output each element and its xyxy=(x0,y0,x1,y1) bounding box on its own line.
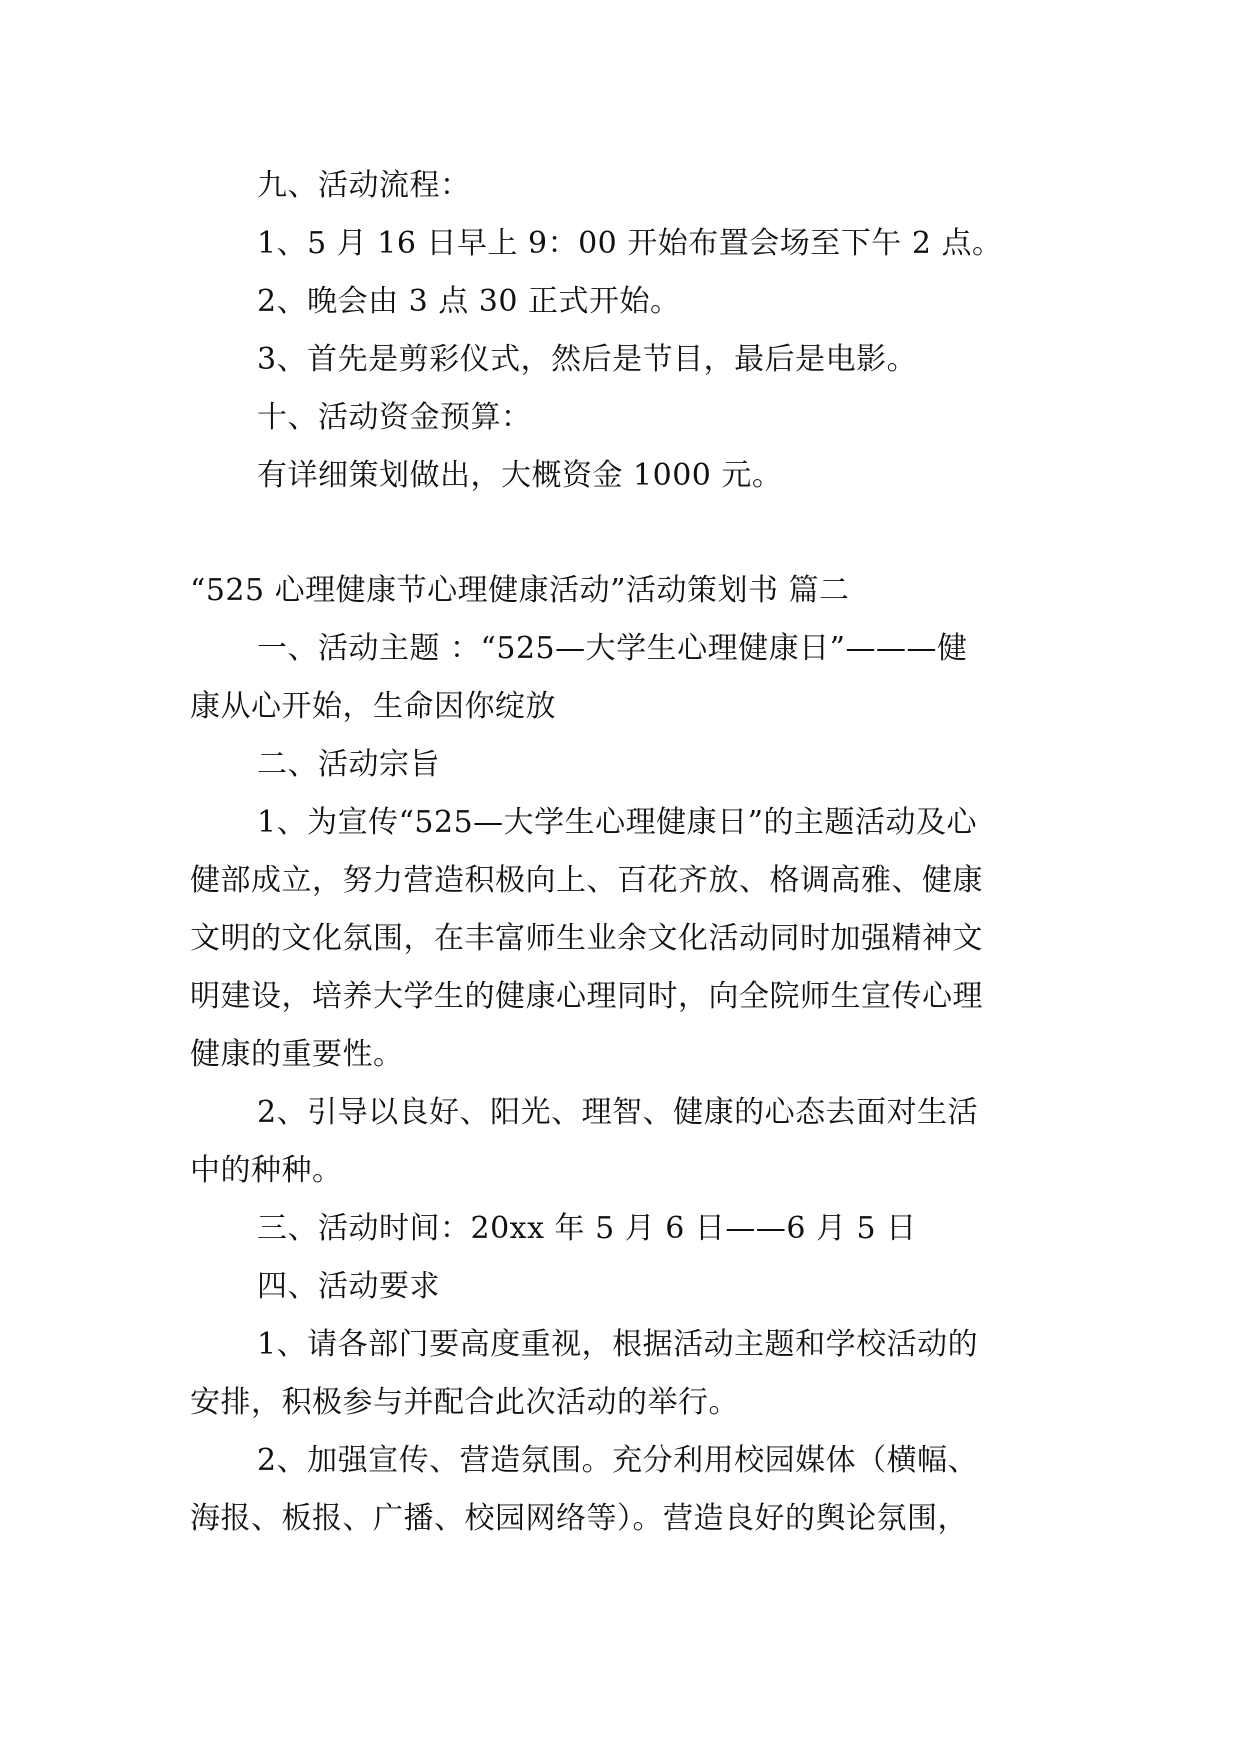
heading-purpose: 二、活动宗旨 xyxy=(257,747,440,782)
paragraph-line: 2、引导以良好、阳光、理智、健康的心态去面对生活 xyxy=(257,1095,979,1130)
paragraph-line: 2、晚会由 3 点 30 正式开始。 xyxy=(257,284,681,319)
paragraph-line: 海报、板报、广播、校园网络等）。营造良好的舆论氛围， xyxy=(190,1501,968,1536)
paragraph-line: 文明的文化氛围，在丰富师生业余文化活动同时加强精神文 xyxy=(190,921,983,956)
paragraph-line: 中的种种。 xyxy=(190,1153,343,1188)
paragraph-line: 健部成立，努力营造积极向上、百花齐放、格调高雅、健康 xyxy=(190,863,983,898)
paragraph-line: 1、为宣传“525—大学生心理健康日”的主题活动及心 xyxy=(257,805,978,840)
paragraph-line: 一、活动主题 ：“525—大学生心理健康日”———健 xyxy=(257,631,968,666)
paragraph-line: 明建设，培养大学生的健康心理同时，向全院师生宣传心理 xyxy=(190,979,983,1014)
paragraph-line: 康从心开始，生命因你绽放 xyxy=(190,689,556,724)
heading-requirements: 四、活动要求 xyxy=(257,1269,440,1304)
paragraph-line: 健康的重要性。 xyxy=(190,1037,404,1072)
paragraph-line: 有详细策划做出，大概资金 1000 元。 xyxy=(257,458,783,493)
paragraph-line: 3、首先是剪彩仪式，然后是节目，最后是电影。 xyxy=(257,342,918,377)
heading-activity-time: 三、活动时间：20xx 年 5 月 6 日——6 月 5 日 xyxy=(257,1211,917,1246)
paragraph-line: 安排，积极参与并配合此次活动的举行。 xyxy=(190,1385,739,1420)
paragraph-line: 1、请各部门要高度重视，根据活动主题和学校活动的 xyxy=(257,1327,979,1362)
heading-budget: 十、活动资金预算： xyxy=(257,400,532,435)
paragraph-line: 1、5 月 16 日早上 9：00 开始布置会场至下午 2 点。 xyxy=(257,226,1003,261)
heading-activity-process: 九、活动流程： xyxy=(257,168,471,203)
paragraph-line: 2、加强宣传、营造氛围。充分利用校园媒体（横幅、 xyxy=(257,1443,979,1478)
section-title: “525 心理健康节心理健康活动”活动策划书 篇二 xyxy=(190,573,850,608)
